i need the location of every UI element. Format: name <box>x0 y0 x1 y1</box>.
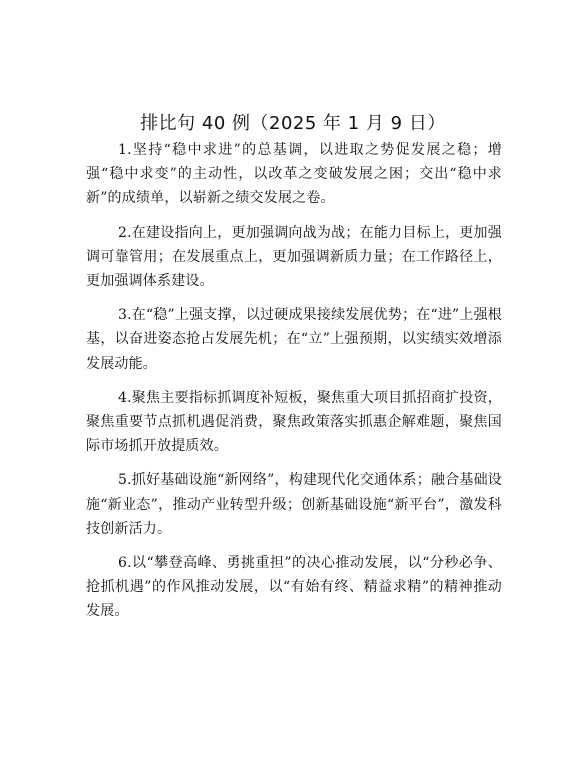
document-title: 排比句 40 例（2025 年 1 月 9 日） <box>140 113 446 135</box>
paragraph-4: 4.聚焦主要指标抓调度补短板，聚焦重大项目抓招商扩投资，聚焦重要节点抓机遇促消费，聚焦政策落实抓惠企解难题，聚焦国际市场抓开放提质效。 <box>86 389 502 455</box>
paragraph-1: 1.坚持“稳中求进”的总基调，以进取之势促发展之稳；增强“稳中求变”的主动性，以改革之变破发展之困；交出“稳中求新”的成绩单，以崭新之绩交发展之卷。 <box>86 142 502 207</box>
paragraph-2: 2.在建设指向上，更加强调向战为战；在能力目标上，更加强调可靠管用；在发展重点上，更加强调新质力量；在工作路径上，更加强调体系建设。 <box>86 224 502 290</box>
document-body <box>86 138 502 634</box>
paragraph-6: 6.以“攀登高峰、勇挑重担”的决心推动发展，以“分秒必争、抢抓机遇”的作风推动发展，以“有始有终、精益求精”的精神推动发展。 <box>86 555 502 620</box>
paragraph-3: 3.在“稳”上强支撑，以过硬成果接续发展优势；在“进”上强根基，以奋进姿态抢占发展先机；在“立”上强预期，以实绩实效增添发展动能。 <box>86 307 502 372</box>
paragraph-5: 5.抓好基础设施“新网络”，构建现代化交通体系；融合基础设施“新业态”，推动产业转型升级；创新基础设施“新平台”，激发科技创新活力。 <box>86 472 502 537</box>
